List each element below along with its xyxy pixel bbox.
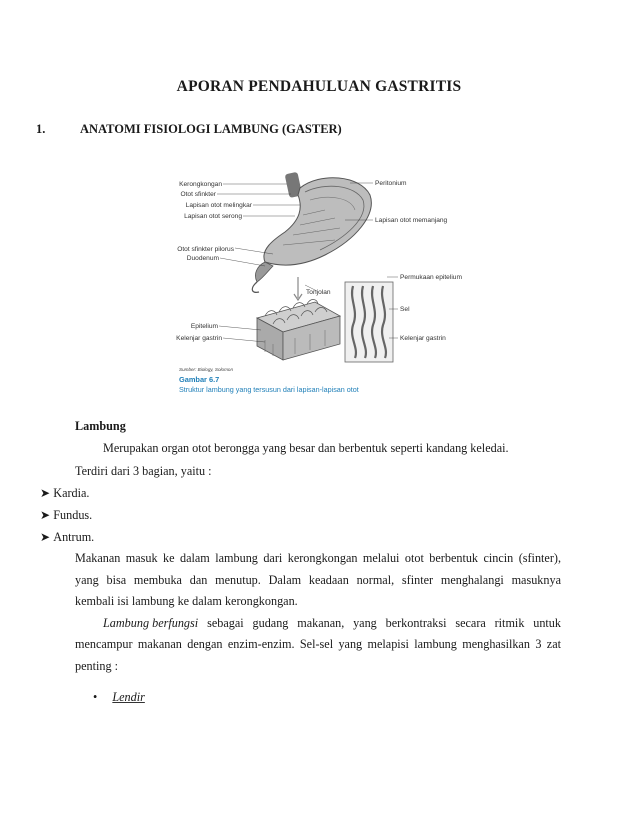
- label-kerongkongan: Kerongkongan: [179, 181, 222, 188]
- paragraph-definition: Merupakan organ otot berongga yang besar dan berbentuk seperti kandang keledai.: [103, 441, 509, 455]
- label-permukaan-epitelium: Permukaan epitelium: [400, 274, 462, 281]
- list-item: [40, 508, 92, 522]
- label-sel: Sel: [400, 306, 410, 313]
- stomach-anatomy-figure: [165, 170, 475, 402]
- label-epitelium: Epitelium: [190, 323, 218, 330]
- label-lapisan-otot-melingkar: Lapisan otot melingkar: [185, 202, 252, 209]
- paragraph-line: kembali isi lambung ke dalam kerongkongan.: [75, 594, 298, 608]
- arrow-bullet-icon: ➤: [40, 486, 51, 500]
- list-item: [40, 530, 94, 544]
- epithelium-illustration: [257, 299, 340, 360]
- paragraph-line: Makanan masuk ke dalam lambung dari kerongkongan melalui otot berbentuk cincin (sfinter),: [75, 551, 561, 565]
- label-tonjolan: Tonjolan: [306, 289, 331, 296]
- label-kelenjar-gastrin-right: Kelenjar gastrin: [400, 335, 446, 342]
- page-title: APORAN PENDAHULUAN GASTRITIS: [176, 78, 462, 95]
- section-title: ANATOMI FISIOLOGI LAMBUNG (GASTER): [80, 122, 342, 136]
- list-item-label: Antrum.: [53, 530, 95, 544]
- figure-caption: Struktur lambung yang tersusun dari lapisan-lapisan otot: [179, 385, 359, 394]
- figure-source: Sumber: Biology, Solomon: [179, 367, 234, 372]
- figure-number: Gambar 6.7: [179, 375, 220, 384]
- stomach-illustration: [252, 172, 371, 293]
- label-otot-sfinkter-pilorus: Otot sfinkter pilorus: [177, 246, 234, 253]
- bullet-dot-icon: •: [93, 690, 98, 704]
- list-item: [93, 690, 145, 704]
- gland-illustration: [345, 282, 393, 362]
- list-item-label: Lendir: [112, 690, 145, 704]
- label-lapisan-otot-memanjang: Lapisan otot memanjang: [375, 217, 448, 224]
- arrow-bullet-icon: ➤: [40, 530, 51, 544]
- paragraph-line: penting :: [75, 659, 118, 673]
- italic-term: Lambung berfungsi: [103, 616, 199, 630]
- label-duodenum: Duodenum: [186, 255, 219, 262]
- heading-lambung: Lambung: [75, 419, 126, 433]
- paragraph-line: yang bisa membuka dan menutup. Dalam keadaan normal, sfinter menghalangi masuknya: [75, 573, 561, 587]
- arrow-bullet-icon: ➤: [40, 508, 51, 522]
- list-item-label: Kardia.: [53, 486, 90, 500]
- label-lapisan-otot-serong: Lapisan otot serong: [184, 213, 242, 220]
- label-otot-sfinkter: Otot sfinkter: [180, 191, 216, 198]
- paragraph-function-line1: [103, 616, 561, 630]
- section-number: 1.: [36, 122, 46, 136]
- label-peritonium: Peritonium: [375, 180, 407, 187]
- paragraph-parts-intro: Terdiri dari 3 bagian, yaitu :: [75, 464, 212, 478]
- list-item-label: Fundus.: [53, 508, 93, 522]
- paragraph-line: sebagai gudang makanan, yang berkontraksi secara ritmik untuk: [207, 616, 561, 630]
- list-item: [40, 486, 89, 500]
- label-kelenjar-gastrin-left: Kelenjar gastrin: [176, 335, 222, 342]
- paragraph-line: mencampur makanan dengan enzim-enzim. Sel-sel yang melapisi lambung menghasilkan 3 zat: [75, 637, 561, 651]
